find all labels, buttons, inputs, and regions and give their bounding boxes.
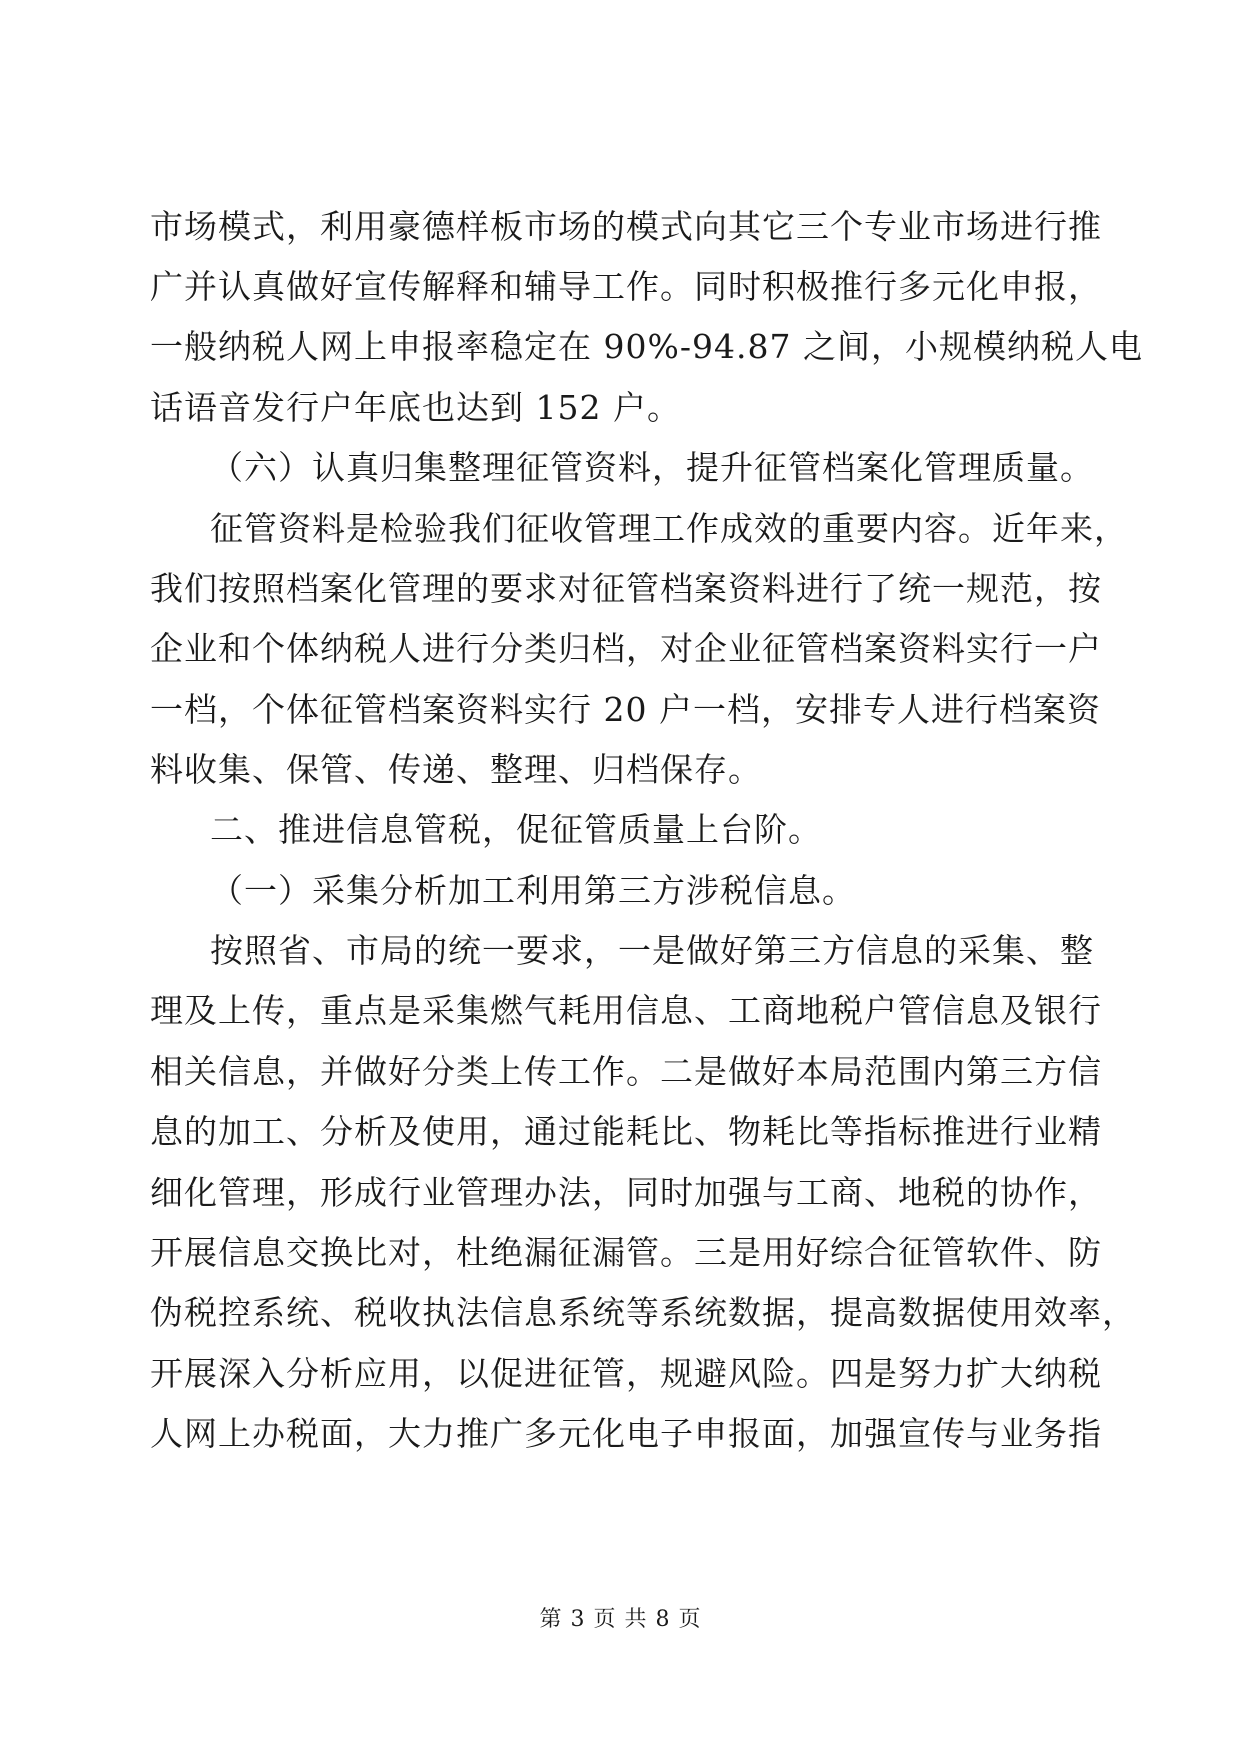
text-line-10: 料收集、保管、传递、整理、归档保存。 [150,750,762,789]
subsection-heading-1: （一）采集分析加工利用第三方涉税信息。 [210,871,856,910]
text-line-16: 息的加工、分析及使用，通过能耗比、物耗比等指标推进行业精 [150,1112,1102,1151]
text-line-8: 企业和个体纳税人进行分类归档，对企业征管档案资料实行一户 [150,629,1102,668]
text-line-15: 相关信息，并做好分类上传工作。二是做好本局范围内第三方信 [150,1052,1102,1091]
text-line-19: 伪税控系统、税收执法信息系统等系统数据，提高数据使用效率， [150,1293,1136,1332]
section-heading-6: （六）认真归集整理征管资料，提升征管档案化管理质量。 [210,448,1094,487]
text-line-14: 理及上传，重点是采集燃气耗用信息、工商地税户管信息及银行 [150,991,1102,1030]
text-line-13: 按照省、市局的统一要求，一是做好第三方信息的采集、整 [210,931,1094,970]
text-line-2: 广并认真做好宣传解释和辅导工作。同时积极推行多元化申报， [150,267,1102,306]
text-line-7: 我们按照档案化管理的要求对征管档案资料进行了统一规范，按 [150,569,1102,608]
page-footer [0,1605,1241,1635]
text-line-21: 人网上办税面，大力推广多元化电子申报面，加强宣传与业务指 [150,1414,1102,1453]
text-line-6: 征管资料是检验我们征收管理工作成效的重要内容。近年来， [210,509,1128,548]
text-line-4: 话语音发行户年底也达到 152 户。 [150,388,681,427]
text-line-1: 市场模式，利用豪德样板市场的模式向其它三个专业市场进行推 [150,207,1102,246]
section-heading-2: 二、推进信息管税，促征管质量上台阶。 [210,810,822,849]
text-line-18: 开展信息交换比对，杜绝漏征漏管。三是用好综合征管软件、防 [150,1233,1102,1272]
text-line-17: 细化管理，形成行业管理办法，同时加强与工商、地税的协作， [150,1173,1102,1212]
text-line-3: 一般纳税人网上申报率稳定在 90%-94.87 之间，小规模纳税人电 [150,327,1143,366]
text-line-9: 一档，个体征管档案资料实行 20 户一档，安排专人进行档案资 [150,690,1101,729]
page-indicator: 第 3 页 共 8 页 [539,1607,702,1632]
text-line-20: 开展深入分析应用，以促进征管，规避风险。四是努力扩大纳税 [150,1354,1102,1393]
